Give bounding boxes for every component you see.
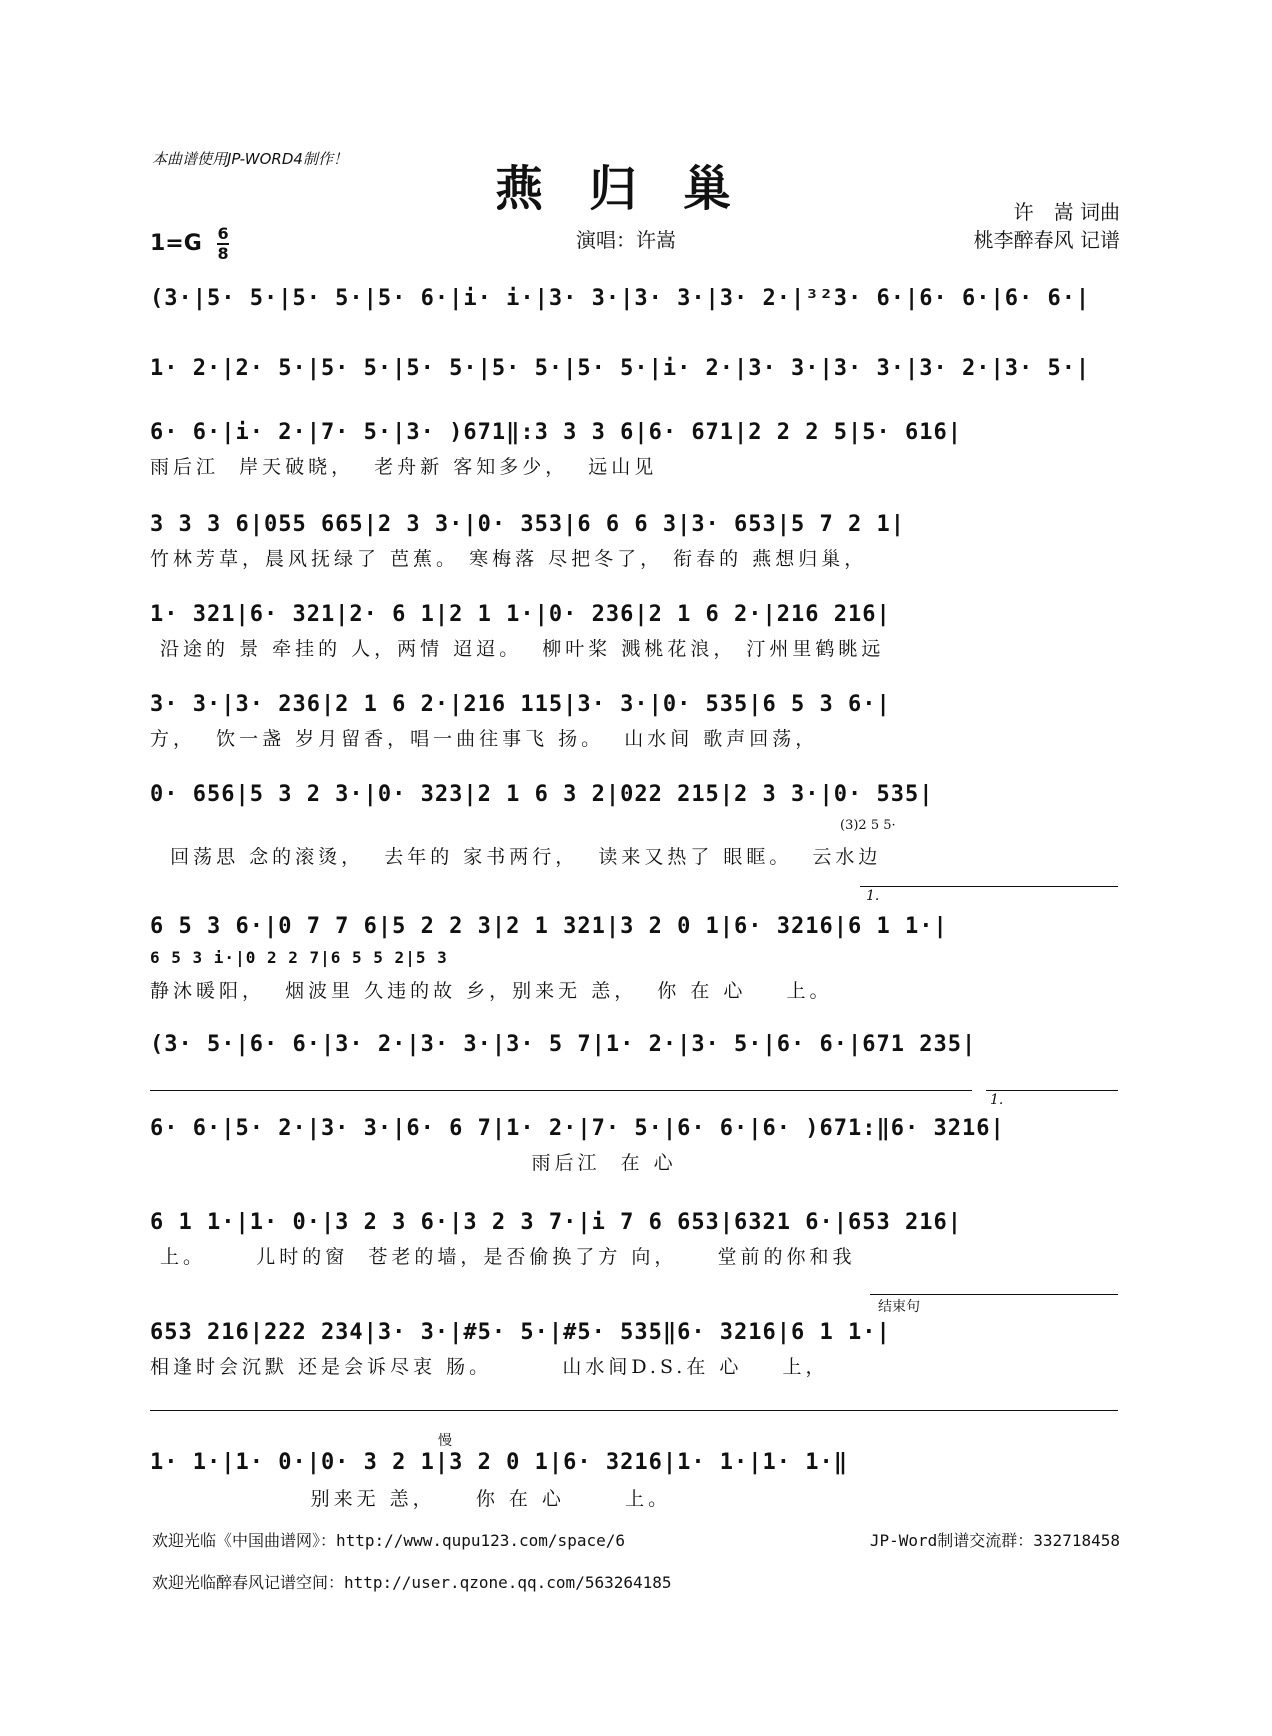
lyrics-line: 静沐暖阳， 烟波里 久违的故 乡，别来无 恙， 你 在 心 上。 — [150, 980, 833, 1002]
credit-note: 本曲谱使用JP-WORD4制作！ — [152, 150, 348, 168]
notation-line: 653 216|222 234|3· 3·|#5· 5·|#5· 535‖6· 3216|6 1 1·| — [150, 1320, 891, 1345]
notation-line: 1· 321|6· 321|2· 6 1|2 1 1·|0· 236|2 1 6 2·|216 216| — [150, 602, 891, 627]
lyrics-line: 竹林芳草，晨风抚绿了 芭蕉。 寒梅落 尽把冬了， 衔春的 燕想归巢， — [150, 548, 868, 570]
lyrics-line: 相逢时会沉默 还是会诉尽衷 肠。 山水间D.S.在 心 上， — [150, 1356, 829, 1378]
footer-website: 欢迎光临《中国曲谱网》：http://www.qupu123.com/space/6 — [152, 1531, 625, 1550]
song-title: 燕归巢 — [494, 161, 777, 217]
ending-label: 结束句 — [878, 1299, 920, 1315]
footer-group: JP-Word制谱交流群：332718458 — [869, 1531, 1120, 1550]
notation-line: (3· 5·|6· 6·|3· 2·|3· 3·|3· 5 7|1· 2·|3· 5·|6· 6·|671 235| — [150, 1032, 977, 1057]
time-denominator: 8 — [217, 244, 229, 263]
volta-label: 1. — [866, 888, 880, 904]
notation-line: 3 3 3 6|055 665|2 3 3·|0· 353|6 6 6 3|3· 653|5 7 2 1| — [150, 512, 905, 537]
key-signature — [150, 226, 229, 262]
notation-line: 1· 2·|2· 5·|5· 5·|5· 5·|5· 5·|5· 5·|i· 2·|3· 3·|3· 3·|3· 2·|3· 5·| — [150, 356, 1091, 381]
volta-bracket — [986, 1090, 1118, 1091]
bracket-line — [150, 1410, 1118, 1411]
notation-line: 6 1 1·|1· 0·|3 2 3 6·|3 2 3 7·|i 7 6 653|6321 6·|653 216| — [150, 1210, 962, 1235]
footer-space: 欢迎光临醉春风记谱空间：http://user.qzone.qq.com/563264185 — [152, 1573, 672, 1592]
volta-bracket — [860, 886, 1118, 887]
notation-line: 1· 1·|1· 0·|0· 3 2 1|3 2 0 1|6· 3216|1· 1·|1· 1·‖ — [150, 1450, 849, 1475]
bracket-line — [150, 1090, 972, 1091]
singer-credit: 演唱：许嵩 — [576, 228, 676, 252]
composer-credit: 许 嵩 词曲 — [1013, 200, 1120, 224]
time-signature — [217, 226, 228, 262]
notation-line: (3·|5· 5·|5· 5·|5· 6·|i· i·|3· 3·|3· 3·|3· 2·|³²3· 6·|6· 6·|6· 6·| — [150, 286, 1091, 311]
transcriber-credit: 桃李醉春风 记谱 — [973, 228, 1120, 252]
alternate-notes: (3)2 5 5· — [840, 818, 896, 833]
notation-line: 6 5 3 6·|0 7 7 6|5 2 2 3|2 1 321|3 2 0 1|6· 3216|6 1 1·| — [150, 914, 948, 939]
tempo-marking: 慢 — [438, 1433, 452, 1449]
lyrics-line: 别来无 恙， 你 在 心 上。 — [150, 1488, 672, 1510]
lyrics-line: 雨后江 在 心 — [150, 1152, 677, 1174]
notation-line: 3· 3·|3· 236|2 1 6 2·|216 115|3· 3·|0· 535|6 5 3 6·| — [150, 692, 891, 717]
lyrics-line: 回荡思 念的滚烫， 去年的 家书两行， 读来又热了 眼眶。 云水边 — [150, 846, 882, 868]
notation-line: 0· 656|5 3 2 3·|0· 323|2 1 6 3 2|022 215|2 3 3·|0· 535| — [150, 782, 934, 807]
lyrics-line: 雨后江 岸天破晓， 老舟新 客知多少， 远山见 — [150, 456, 658, 478]
notation-line: 6· 6·|5· 2·|3· 3·|6· 6 7|1· 2·|7· 5·|6· 6·|6· )671:‖6· 3216| — [150, 1116, 1005, 1141]
harmony-notes: 6 5 3 i·|0 2 2 7|6 5 5 2|5 3 — [150, 948, 448, 967]
notation-line: 6· 6·|i· 2·|7· 5·|3· )671‖:3 3 3 6|6· 671|2 2 2 5|5· 616| — [150, 420, 962, 445]
lyrics-line: 沿途的 景 牵挂的 人，两情 迢迢。 柳叶桨 溅桃花浪， 汀州里鹤眺远 — [150, 638, 885, 660]
volta-label: 1. — [990, 1092, 1004, 1108]
ending-bracket — [870, 1294, 1118, 1295]
key-label: 1=G — [150, 231, 202, 256]
lyrics-line: 方， 饮一盏 岁月留香，唱一曲往事飞 扬。 山水间 歌声回荡， — [150, 728, 819, 750]
lyrics-line: 上。 儿时的窗 苍老的墙，是否偷换了方 向， 堂前的你和我 — [150, 1246, 856, 1268]
time-numerator: 6 — [217, 224, 229, 243]
